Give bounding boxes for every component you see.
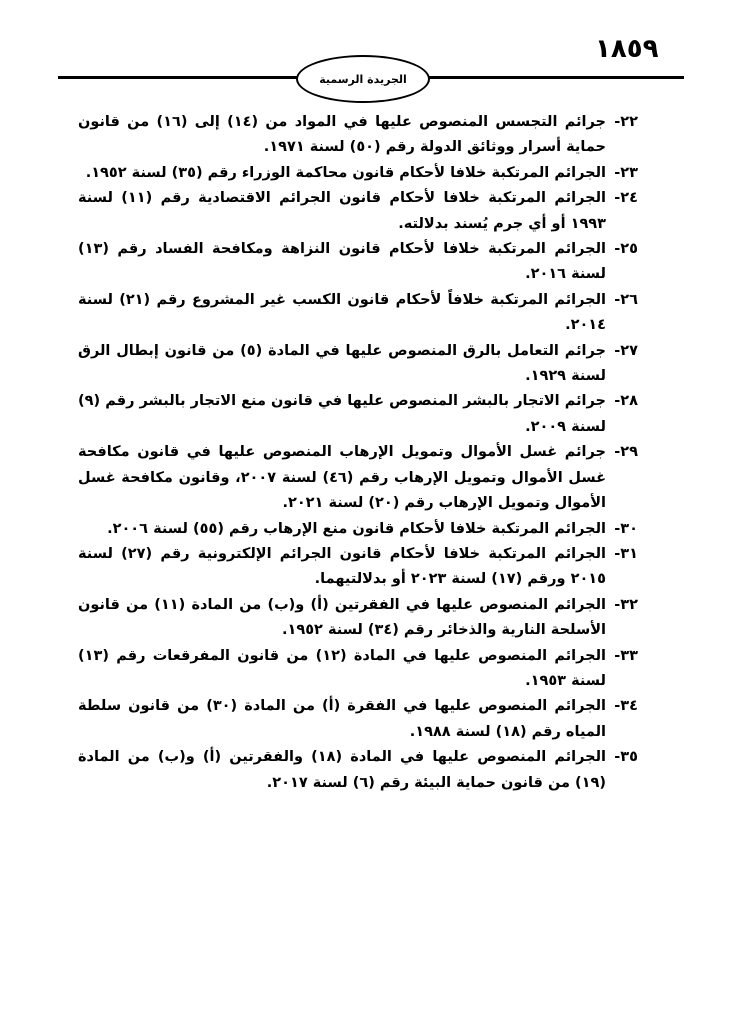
list-item (78, 110, 638, 161)
item-number: ٣٢- (614, 596, 638, 613)
article-list (78, 110, 638, 796)
list-item (78, 517, 638, 542)
item-text: الجرائم المنصوص عليها في المادة (١٢) من قانون المفرقعات رقم (١٣) لسنة ١٩٥٣. (78, 647, 606, 689)
item-number: ٢٦- (614, 291, 638, 308)
list-item (78, 745, 638, 796)
item-number: ٣٣- (614, 647, 638, 664)
item-text: الجرائم المنصوص عليها في الفقرة (أ) من المادة (٣٠) من قانون سلطة المياه رقم (١٨) لسنة ١٩٨٨. (78, 698, 606, 740)
item-number: ٣٤- (614, 698, 638, 715)
item-text: جرائم التجسس المنصوص عليها في المواد من (١٤) إلى (١٦) من قانون حماية أسرار ووثائق الدولة رقم (٥٠) لسنة ١٩٧١. (78, 114, 606, 156)
list-item (78, 288, 638, 339)
list-item (78, 542, 638, 593)
item-text: الجرائم المرتكبة خلافا لأحكام قانون الجرائم الإلكترونية رقم (٢٧) لسنة ٢٠١٥ ورقم (١٧) لسنة ٢٠٢٣ أو بدلالتيهما. (78, 545, 606, 588)
item-number: ٢٢- (614, 114, 638, 130)
list-item (78, 161, 638, 186)
item-number: ٣١- (614, 545, 638, 562)
item-text: جرائم الاتجار بالبشر المنصوص عليها في قانون منع الاتجار بالبشر رقم (٩) لسنة ٢٠٠٩. (78, 393, 606, 435)
item-number: ٢٩- (614, 444, 638, 461)
list-item (78, 186, 638, 237)
list-item (78, 339, 638, 390)
item-number: ٢٧- (614, 342, 638, 359)
item-text: الجرائم المرتكبة خلافا لأحكام قانون محاكمة الوزراء رقم (٣٥) لسنة ١٩٥٢. (85, 164, 606, 181)
item-number: ٢٤- (614, 190, 638, 207)
list-item (78, 237, 638, 288)
item-number: ٢٥- (614, 241, 638, 258)
list-item (78, 440, 638, 516)
item-text: الجرائم المرتكبة خلافا لأحكام قانون الجرائم الاقتصادية رقم (١١) لسنة ١٩٩٣ أو أي جرم يُسند بدلالته. (78, 190, 606, 232)
journal-title: الجريدة الرسمية (319, 72, 407, 86)
item-text: الجرائم المنصوص عليها في الفقرتين (أ) و(ب) من المادة (١١) من قانون الأسلحة النارية والذخائر رقم (٣٤) لسنة ١٩٥٢. (78, 596, 606, 639)
list-item (78, 644, 638, 695)
item-number: ٢٣- (614, 164, 638, 181)
item-number: ٣٠- (614, 520, 638, 537)
item-text: الجرائم المرتكبة خلافا لأحكام قانون منع الإرهاب رقم (٥٥) لسنة ٢٠٠٦. (107, 520, 606, 537)
list-item (78, 593, 638, 644)
item-text: الجرائم المنصوص عليها في المادة (١٨) والفقرتين (أ) و(ب) من المادة (١٩) من قانون حماية البيئة رقم (٦) لسنة ٢٠١٧. (78, 749, 606, 791)
item-text: الجرائم المرتكبة خلافا لأحكام قانون النزاهة ومكافحة الفساد رقم (١٣) لسنة ٢٠١٦. (78, 241, 606, 283)
item-text: جرائم التعامل بالرق المنصوص عليها في المادة (٥) من قانون إبطال الرق لسنة ١٩٢٩. (78, 342, 606, 385)
item-number: ٣٥- (614, 749, 638, 766)
journal-title-oval (296, 55, 430, 103)
item-number: ٢٨- (614, 393, 638, 410)
page-number: ١٨٥٩ (595, 34, 659, 64)
list-item (78, 389, 638, 440)
list-item (78, 694, 638, 745)
item-text: جرائم غسل الأموال وتمويل الإرهاب المنصوص عليها في قانون مكافحة غسل الأموال وتمويل الإرهاب رقم (٤٦) لسنة ٢٠٠٧، وقانون مكافحة غسل الأموال وتمويل الإرهاب رقم (٢٠) لسنة ٢٠٢١. (78, 444, 606, 512)
item-text: الجرائم المرتكبة خلافاً لأحكام قانون الكسب غير المشروع رقم (٢١) لسنة ٢٠١٤. (78, 291, 606, 334)
